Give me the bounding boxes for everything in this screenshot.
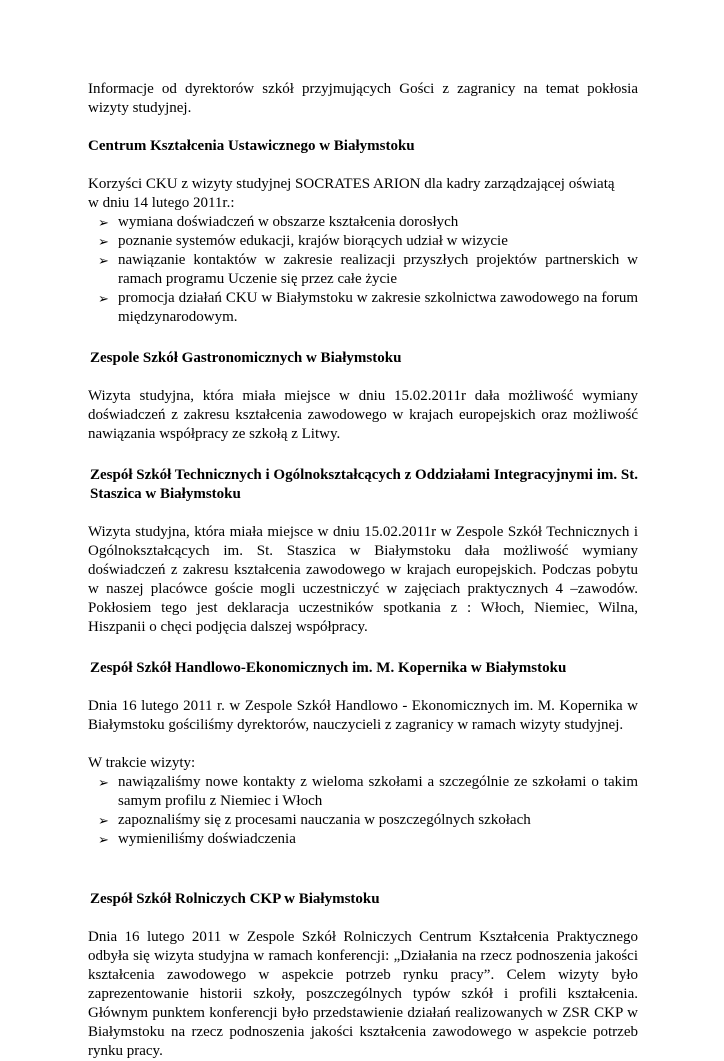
intro-paragraph: Informacje od dyrektorów szkół przyjmujących Gości z zagranicy na temat pokłosia wizyty studyjnej. (88, 81, 638, 116)
cku-bullet-list (88, 213, 638, 327)
list-item: ➢ poznanie systemów edukacji, krajów biorących udział w wizycie (98, 233, 508, 249)
list-item: ➢ zapoznaliśmy się z procesami nauczania w poszczególnych szkołach (98, 812, 531, 828)
kopernik-lead: W trakcie wizyty: (88, 755, 196, 771)
kopernik-bullet-list (88, 773, 638, 849)
arrow-bullet-icon: ➢ (98, 215, 109, 230)
arrow-bullet-icon: ➢ (98, 813, 109, 828)
arrow-bullet-icon: ➢ (98, 775, 109, 790)
arrow-bullet-icon: ➢ (98, 234, 109, 249)
list-item: ➢ nawiązaliśmy nowe kontakty z wieloma szkołami a szczególnie ze szkołami o takim samym profilu z Niemiec i Włoch (98, 774, 638, 809)
staszic-heading: Zespół Szkół Technicznych i Ogólnokształcących z Oddziałami Integracyjnymi im. St. Staszica w Białymstoku (90, 467, 638, 502)
arrow-bullet-icon: ➢ (98, 832, 109, 847)
document-body (88, 80, 638, 1061)
rolnicze-heading: Zespół Szkół Rolniczych CKP w Białymstoku (90, 891, 380, 907)
list-item: ➢ wymieniliśmy doświadczenia (98, 831, 296, 847)
arrow-bullet-icon: ➢ (98, 291, 109, 306)
cku-date-line: w dniu 14 lutego 2011r.: (88, 195, 235, 211)
staszic-paragraph: Wizyta studyjna, która miała miejsce w dniu 15.02.2011r w Zespole Szkół Technicznych i Ogólnokształcących im. St. Staszica w Białymstoku dała możliwość wymiany doświadczeń z zakresu kształcenia zawodowego w krajach europejskich. Podczas pobytu w naszej placówce goście mogli uczestniczyć w zajęciach praktycznych 4 –zawodów. Pokłosiem tego jest deklaracja uczestników spotkania z : Włoch, Niemiec, Wilna, Hiszpanii o chęci podjęcia dalszej współpracy. (88, 524, 638, 635)
gastro-paragraph: Wizyta studyjna, która miała miejsce w dniu 15.02.2011r dała możliwość wymiany doświadczeń z zakresu kształcenia zawodowego w krajach europejskich oraz możliwość nawiązania współpracy ze szkołą z Litwy. (88, 388, 638, 442)
list-item: ➢ nawiązanie kontaktów w zakresie realizacji przyszłych projektów partnerskich w ramach programu Uczenie się przez całe życie (98, 252, 638, 287)
arrow-bullet-icon: ➢ (98, 253, 109, 268)
cku-paragraph: Korzyści CKU z wizyty studyjnej SOCRATES ARION dla kadry zarządzającej oświatą (88, 176, 615, 192)
gastro-heading: Zespole Szkół Gastronomicznych w Białymstoku (90, 350, 402, 366)
list-item: ➢ wymiana doświadczeń w obszarze kształcenia dorosłych (98, 214, 459, 230)
list-item: ➢ promocja działań CKU w Białymstoku w zakresie szkolnictwa zawodowego na forum międzynarodowym. (98, 290, 638, 325)
kopernik-paragraph: Dnia 16 lutego 2011 r. w Zespole Szkół Handlowo - Ekonomicznych im. M. Kopernika w Białymstoku gościliśmy dyrektorów, nauczycieli z zagranicy w ramach wizyty studyjnej. (88, 698, 638, 733)
rolnicze-paragraph: Dnia 16 lutego 2011 w Zespole Szkół Rolniczych Centrum Kształcenia Praktycznego odbyła się wizyta studyjna w ramach konferencji: „Działania na rzecz podnoszenia jakości kształcenia zawodowego w aspekcie potrzeb rynku pracy”. Celem wizyty było zaprezentowanie historii szkoły, poszczególnych typów szkół i profili kształcenia. Głównym punktem konferencji było przedstawienie działań realizowanych w ZSR CKP w Białymstoku na rzecz podnoszenia jakości kształcenia zawodowego w aspekcie potrzeb rynku pracy. (88, 929, 638, 1059)
kopernik-heading: Zespół Szkół Handlowo-Ekonomicznych im. M. Kopernika w Białymstoku (90, 660, 567, 676)
cku-heading: Centrum Kształcenia Ustawicznego w Białymstoku (88, 138, 415, 154)
